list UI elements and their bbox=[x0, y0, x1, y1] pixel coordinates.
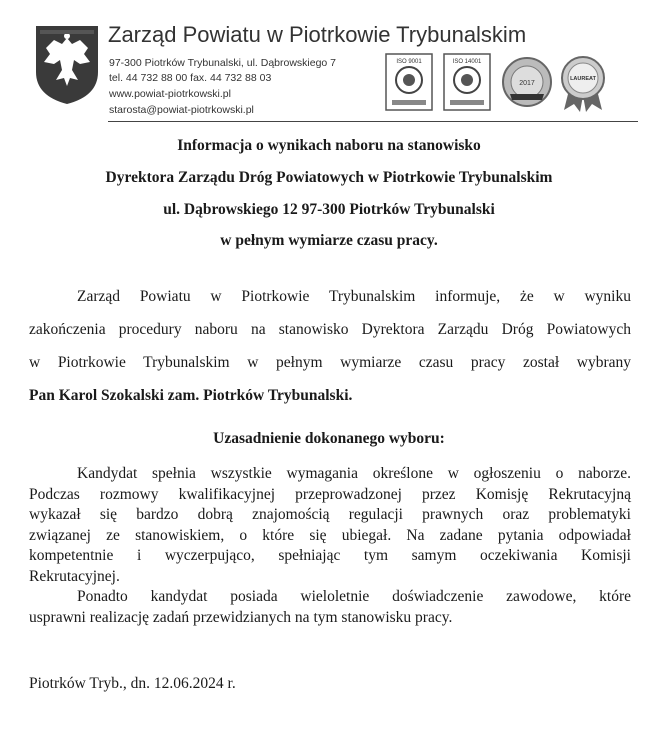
badge-label: 2017 bbox=[519, 80, 535, 87]
justification-line: Rekrutacyjnej. bbox=[29, 567, 120, 585]
certification-badges bbox=[384, 52, 634, 114]
notice-title-line-4: w pełnym wymiarze czasu pracy. bbox=[220, 232, 438, 249]
justification-line: Kandydat spełnia wszystkie wymagania określone w ogłoszeniu o naborze. bbox=[77, 465, 631, 482]
justification-line: Ponadto kandydat posiada wieloletnie doświadczenie zawodowe, które bbox=[77, 588, 631, 605]
notice-title-line-2: Dyrektora Zarządu Dróg Powiatowych w Piotrkowie Trybunalskim bbox=[105, 169, 553, 186]
justification-line: kompetentnie i wyczerpująco, spełniając tym samym oczekiwania Komisji bbox=[29, 547, 631, 564]
announcement-paragraph bbox=[29, 280, 631, 412]
org-address: 97-300 Piotrków Trybunalski, ul. Dąbrowskiego 7 bbox=[109, 57, 337, 69]
announcement-line: Zarząd Powiatu w Piotrkowie Trybunalskim informuje, że w wyniku bbox=[77, 288, 631, 305]
justification-title: Uzasadnienie dokonanego wyboru: bbox=[213, 430, 445, 447]
org-phone-fax: tel. 44 732 88 00 fax. 44 732 88 03 bbox=[109, 72, 272, 84]
badge-label: LAUREAT bbox=[570, 76, 596, 82]
justification-line: wykazał się bardzo dobrą znajomością regulacji prawnych oraz problematyki bbox=[29, 506, 631, 523]
justification-line: Podczas rozmowy kwalifikacyjnej przeprowadzonej przez Komisję Rekrutacyjną bbox=[29, 485, 631, 503]
org-title: Zarząd Powiatu w Piotrkowie Trybunalskim bbox=[108, 22, 527, 47]
iso-9001-badge-icon bbox=[386, 54, 432, 110]
justification-line: usprawni realizację zadań przewidzianych na tym stanowisku pracy. bbox=[29, 608, 453, 626]
org-email-link[interactable]: starosta@powiat-piotrkowski.pl bbox=[109, 104, 254, 116]
letterhead bbox=[0, 0, 658, 125]
badge-label: ISO 9001 bbox=[396, 59, 422, 65]
notice-title-line-3: ul. Dąbrowskiego 12 97-300 Piotrków Trybunalski bbox=[163, 201, 495, 218]
coat-of-arms-icon bbox=[34, 24, 100, 106]
iso-14001-badge-icon bbox=[444, 54, 490, 110]
award-seal-icon bbox=[503, 58, 551, 106]
badge-label: ISO 14001 bbox=[452, 59, 482, 65]
header-divider bbox=[108, 121, 638, 122]
notice-title-line-1: Informacja o wynikach naboru na stanowisko bbox=[177, 137, 481, 154]
place-and-date: Piotrków Tryb., dn. 12.06.2024 r. bbox=[29, 675, 236, 692]
justification-line: związanej ze stanowiskiem, o które się ubiegał. Na zadane pytania odpowiadał bbox=[29, 526, 631, 544]
org-website-link[interactable]: www.powiat-piotrkowski.pl bbox=[109, 88, 231, 100]
announcement-line: w Piotrkowie Trybunalskim w pełnym wymiarze czasu pracy został wybrany bbox=[29, 354, 631, 371]
announcement-line: zakończenia procedury naboru na stanowisko Dyrektora Zarządu Dróg Powiatowych bbox=[29, 321, 631, 338]
laureate-medal-icon bbox=[562, 57, 604, 112]
justification-paragraph bbox=[29, 464, 631, 628]
selected-candidate: Pan Karol Szokalski zam. Piotrków Trybunalski. bbox=[29, 387, 353, 404]
